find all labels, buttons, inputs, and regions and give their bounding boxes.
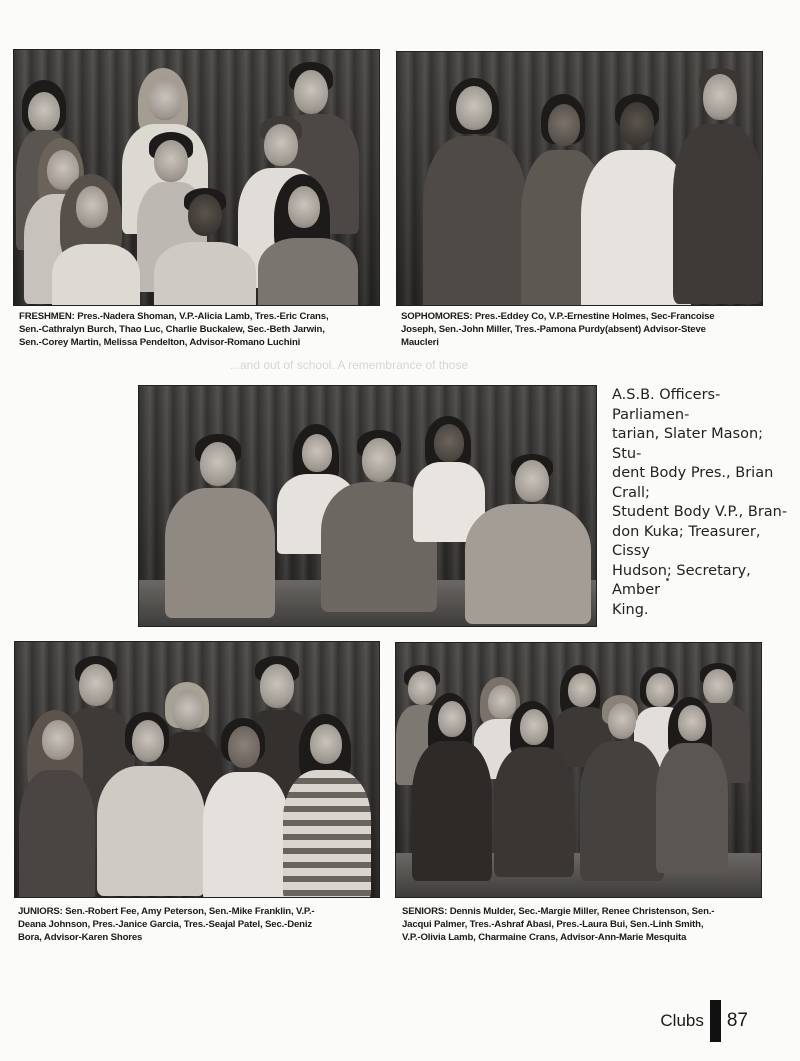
- caption-line: Maucleri: [401, 337, 439, 348]
- caption-line: A.S.B. Officers-Parliamen-: [612, 387, 721, 423]
- caption-line: Jacqui Palmer, Tres.-Ashraf Abasi, Pres.-Laura Bui, Sen.-Linh Smith,: [402, 919, 704, 930]
- caption-line: FRESHMEN: Pres.-Nadera Shoman, V.P.-Alicia Lamb, Tres.-Eric Crans,: [19, 311, 329, 322]
- page-footer: [660, 1000, 748, 1042]
- caption-line: JUNIORS: Sen.-Robert Fee, Amy Peterson, Sen.-Mike Franklin, V.P.-: [18, 906, 315, 917]
- sophomores-photo: [396, 51, 763, 306]
- juniors-caption: [18, 905, 382, 944]
- seniors-caption: [402, 905, 768, 944]
- sophomores-caption: [401, 310, 765, 349]
- footer-divider-bar: [710, 1000, 721, 1042]
- caption-line: Sen.-Corey Martin, Melissa Pendelton, Advisor-Romano Luchini: [19, 337, 301, 348]
- caption-line: King.: [612, 601, 649, 618]
- caption-line: SENIORS: Dennis Mulder, Sec.-Margie Miller, Renee Christenson, Sen.-: [402, 906, 715, 917]
- caption-line: V.P.-Olivia Lamb, Charmaine Crans, Advisor-Ann-Marie Mesquita: [402, 932, 687, 943]
- seniors-photo: [395, 642, 762, 898]
- page-number: 87: [726, 1010, 748, 1031]
- speck: [666, 578, 669, 581]
- caption-line: Deana Johnson, Pres.-Janice Garcia, Tres.-Seajal Patel, Sec.-Deniz: [18, 919, 313, 930]
- section-label: Clubs: [660, 1011, 704, 1030]
- asb-photo: [138, 385, 597, 627]
- caption-line: Joseph, Sen.-John Miller, Tres.-Pamona Purdy(absent) Advisor-Steve: [401, 324, 706, 335]
- bleed-through-text: ...and out of school. A remembrance of those: [230, 358, 469, 372]
- freshmen-photo: [13, 49, 380, 306]
- caption-line: don Kuka; Treasurer, Cissy: [612, 523, 761, 559]
- caption-line: Student Body V.P., Bran-: [612, 504, 788, 520]
- juniors-photo: [14, 641, 380, 898]
- caption-line: dent Body Pres., Brian Crall;: [612, 465, 774, 501]
- caption-line: tarian, Slater Mason; Stu-: [612, 426, 764, 462]
- freshmen-caption: [19, 310, 379, 349]
- caption-line: SOPHOMORES: Pres.-Eddey Co, V.P.-Ernestine Holmes, Sec-Francoise: [401, 311, 715, 322]
- asb-caption: [612, 386, 794, 620]
- caption-line: Hudson; Secretary, Amber: [612, 562, 751, 598]
- caption-line: Sen.-Cathralyn Burch, Thao Luc, Charlie Buckalew, Sec.-Beth Jarwin,: [19, 324, 325, 335]
- caption-line: Bora, Advisor-Karen Shores: [18, 932, 143, 943]
